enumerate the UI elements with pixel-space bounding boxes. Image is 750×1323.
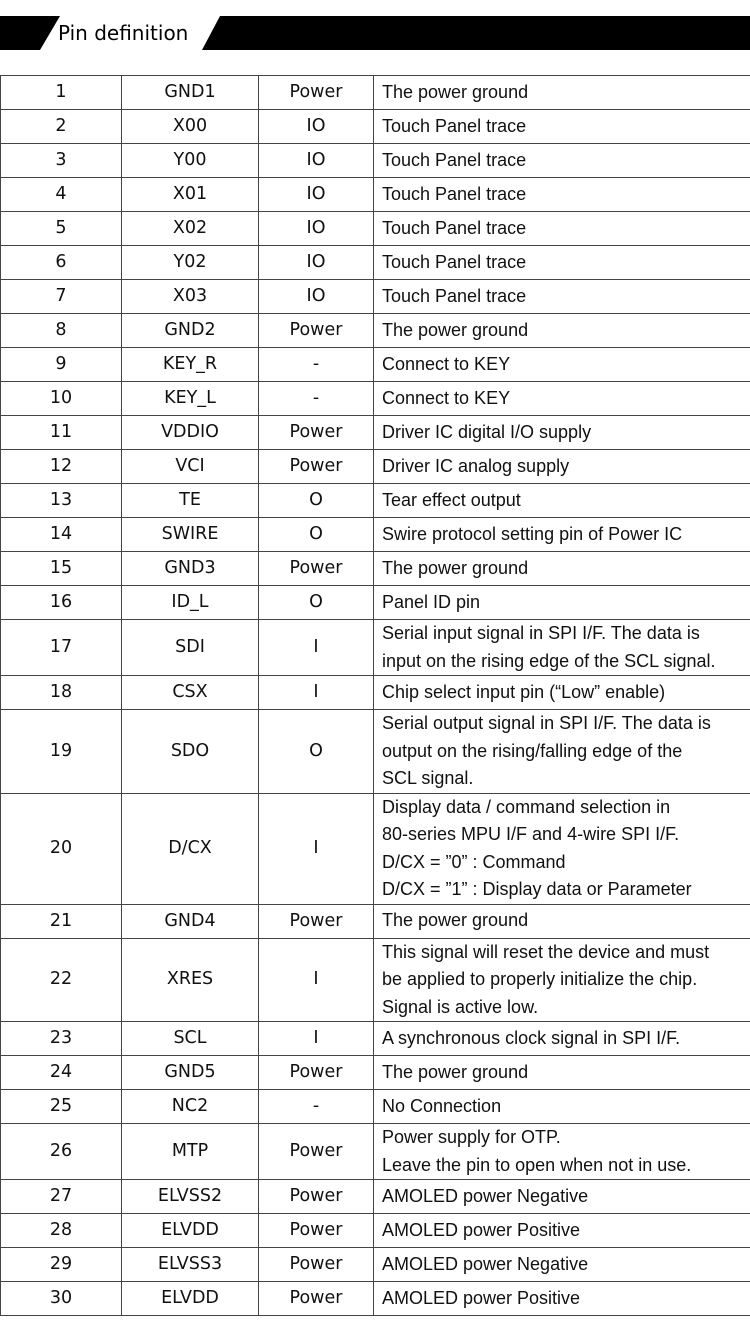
pin-description — [374, 484, 750, 518]
pin-name: SCL — [122, 1022, 259, 1056]
pin-name: SWIRE — [122, 518, 259, 552]
table-row — [1, 1214, 750, 1248]
description-line: This signal will reset the device and must — [382, 941, 710, 962]
pin-name: ELVSS3 — [122, 1248, 259, 1282]
pin-type: O — [259, 518, 374, 552]
pin-name: KEY_R — [122, 348, 259, 382]
page-title: Pin definition — [58, 21, 189, 45]
pin-number: 26 — [1, 1124, 122, 1180]
pin-number: 25 — [1, 1090, 122, 1124]
pin-number: 28 — [1, 1214, 122, 1248]
pin-description — [374, 1056, 750, 1090]
pin-type: IO — [259, 280, 374, 314]
table-row — [1, 76, 750, 110]
pin-name: GND1 — [122, 76, 259, 110]
pin-type: Power — [259, 314, 374, 348]
description-line: 80-series MPU I/F and 4-wire SPI I/F. — [382, 824, 680, 844]
description-line: Touch Panel trace — [382, 217, 527, 238]
pin-description — [374, 793, 750, 904]
table-row — [1, 348, 750, 382]
pin-description — [374, 1022, 750, 1056]
pin-description — [374, 416, 750, 450]
pin-description — [374, 246, 750, 280]
table-row — [1, 416, 750, 450]
pin-number: 17 — [1, 620, 122, 676]
pin-name: X02 — [122, 212, 259, 246]
pin-table-body — [1, 76, 750, 1316]
pin-description — [374, 518, 750, 552]
pin-number: 12 — [1, 450, 122, 484]
pin-number: 5 — [1, 212, 122, 246]
pin-name: GND3 — [122, 552, 259, 586]
pin-type: O — [259, 586, 374, 620]
pin-number: 30 — [1, 1282, 122, 1316]
pin-name: GND4 — [122, 904, 259, 938]
pin-type: Power — [259, 450, 374, 484]
pin-name: ID_L — [122, 586, 259, 620]
description-line: The power ground — [382, 319, 529, 340]
pin-number: 3 — [1, 144, 122, 178]
pin-type: O — [259, 710, 374, 794]
pin-table-wrap — [0, 75, 750, 1316]
table-row — [1, 1282, 750, 1316]
description-line: Panel ID pin — [382, 591, 481, 612]
description-line: Serial output signal in SPI I/F. The data is — [382, 713, 711, 733]
pin-number: 8 — [1, 314, 122, 348]
table-row — [1, 586, 750, 620]
pin-number: 7 — [1, 280, 122, 314]
pin-description — [374, 1124, 750, 1180]
pin-number: 24 — [1, 1056, 122, 1090]
pin-name: NC2 — [122, 1090, 259, 1124]
description-line: input on the rising edge of the SCL signal. — [382, 650, 716, 671]
pin-type: Power — [259, 1180, 374, 1214]
pin-description — [374, 348, 750, 382]
description-line: Driver IC digital I/O supply — [382, 421, 592, 442]
pin-name: ELVSS2 — [122, 1180, 259, 1214]
table-row — [1, 314, 750, 348]
description-line: Driver IC analog supply — [382, 455, 570, 476]
pin-description — [374, 1248, 750, 1282]
pin-name: D/CX — [122, 793, 259, 904]
description-line: Swire protocol setting pin of Power IC — [382, 523, 683, 544]
pin-number: 13 — [1, 484, 122, 518]
pin-description — [374, 710, 750, 794]
description-line: A synchronous clock signal in SPI I/F. — [382, 1027, 681, 1048]
table-row — [1, 620, 750, 676]
pin-type: Power — [259, 1282, 374, 1316]
table-row — [1, 110, 750, 144]
pin-name: ELVDD — [122, 1214, 259, 1248]
table-row — [1, 1124, 750, 1180]
pin-number: 16 — [1, 586, 122, 620]
pin-number: 2 — [1, 110, 122, 144]
pin-number: 11 — [1, 416, 122, 450]
pin-description — [374, 904, 750, 938]
pin-name: TE — [122, 484, 259, 518]
pin-type: I — [259, 1022, 374, 1056]
pin-number: 21 — [1, 904, 122, 938]
description-line: SCL signal. — [382, 768, 474, 788]
pin-name: Y02 — [122, 246, 259, 280]
pin-type: Power — [259, 904, 374, 938]
description-line: Connect to KEY — [382, 387, 511, 408]
pin-name: X03 — [122, 280, 259, 314]
pin-description — [374, 280, 750, 314]
pin-number: 15 — [1, 552, 122, 586]
table-row — [1, 1056, 750, 1090]
pin-number: 1 — [1, 76, 122, 110]
table-row — [1, 484, 750, 518]
pin-name: SDO — [122, 710, 259, 794]
description-line: D/CX = ”0” : Command — [382, 851, 566, 872]
pin-name: MTP — [122, 1124, 259, 1180]
description-line: D/CX = ”1” : Display data or Parameter — [382, 879, 692, 899]
pin-name: GND5 — [122, 1056, 259, 1090]
pin-type: IO — [259, 178, 374, 212]
pin-number: 27 — [1, 1180, 122, 1214]
description-line: Leave the pin to open when not in use. — [382, 1154, 692, 1175]
table-row — [1, 144, 750, 178]
pin-type: I — [259, 676, 374, 710]
pin-type: Power — [259, 552, 374, 586]
pin-number: 29 — [1, 1248, 122, 1282]
pin-description — [374, 676, 750, 710]
pin-number: 20 — [1, 793, 122, 904]
pin-number: 23 — [1, 1022, 122, 1056]
pin-description — [374, 586, 750, 620]
pin-description — [374, 938, 750, 1022]
pin-description — [374, 552, 750, 586]
pin-number: 14 — [1, 518, 122, 552]
pin-description — [374, 1282, 750, 1316]
description-line: The power ground — [382, 81, 529, 102]
pin-name: SDI — [122, 620, 259, 676]
table-row — [1, 710, 750, 794]
table-row — [1, 382, 750, 416]
description-line: be applied to properly initialize the chip. — [382, 969, 698, 989]
table-row — [1, 938, 750, 1022]
description-line: Touch Panel trace — [382, 183, 527, 204]
description-line: AMOLED power Negative — [382, 1253, 589, 1274]
table-row — [1, 1022, 750, 1056]
pin-type: - — [259, 382, 374, 416]
description-line: Touch Panel trace — [382, 285, 527, 306]
pin-type: I — [259, 938, 374, 1022]
pin-number: 9 — [1, 348, 122, 382]
pin-description — [374, 144, 750, 178]
table-row — [1, 280, 750, 314]
pin-name: GND2 — [122, 314, 259, 348]
description-line: Chip select input pin (“Low” enable) — [382, 681, 666, 702]
pin-name: ELVDD — [122, 1282, 259, 1316]
description-line: Touch Panel trace — [382, 149, 527, 170]
table-row — [1, 552, 750, 586]
pin-name: X00 — [122, 110, 259, 144]
description-line: AMOLED power Negative — [382, 1185, 589, 1206]
pin-description — [374, 1180, 750, 1214]
description-line: The power ground — [382, 1061, 529, 1082]
table-row — [1, 676, 750, 710]
pin-type: IO — [259, 144, 374, 178]
description-line: Signal is active low. — [382, 996, 539, 1017]
pin-description — [374, 1090, 750, 1124]
pin-type: Power — [259, 1056, 374, 1090]
pin-description — [374, 212, 750, 246]
pin-name: X01 — [122, 178, 259, 212]
pin-type: IO — [259, 110, 374, 144]
table-row — [1, 1090, 750, 1124]
pin-type: - — [259, 1090, 374, 1124]
table-row — [1, 246, 750, 280]
pin-name: CSX — [122, 676, 259, 710]
table-row — [1, 904, 750, 938]
pin-type: Power — [259, 1248, 374, 1282]
pin-name: KEY_L — [122, 382, 259, 416]
pin-description — [374, 110, 750, 144]
pin-number: 18 — [1, 676, 122, 710]
pin-number: 6 — [1, 246, 122, 280]
description-line: Serial input signal in SPI I/F. The data is — [382, 623, 700, 643]
pin-description — [374, 314, 750, 348]
pin-name: Y00 — [122, 144, 259, 178]
description-line: AMOLED power Positive — [382, 1219, 581, 1240]
pin-description — [374, 382, 750, 416]
pin-type: O — [259, 484, 374, 518]
description-line: output on the rising/falling edge of the — [382, 740, 683, 761]
pin-description — [374, 1214, 750, 1248]
pin-name: VCI — [122, 450, 259, 484]
description-line: Connect to KEY — [382, 353, 511, 374]
description-line: Tear effect output — [382, 489, 521, 510]
table-row — [1, 793, 750, 904]
pin-type: Power — [259, 1124, 374, 1180]
description-line: Touch Panel trace — [382, 115, 527, 136]
pin-description — [374, 620, 750, 676]
pin-type: I — [259, 793, 374, 904]
pin-number: 19 — [1, 710, 122, 794]
pin-type: IO — [259, 212, 374, 246]
pin-description — [374, 178, 750, 212]
description-line: The power ground — [382, 910, 529, 931]
table-row — [1, 1248, 750, 1282]
table-row — [1, 212, 750, 246]
pin-description — [374, 450, 750, 484]
pin-type: IO — [259, 246, 374, 280]
pin-description — [374, 76, 750, 110]
table-row — [1, 1180, 750, 1214]
pin-type: Power — [259, 76, 374, 110]
pin-type: Power — [259, 416, 374, 450]
description-line: The power ground — [382, 557, 529, 578]
pin-number: 10 — [1, 382, 122, 416]
pin-definition-table — [0, 75, 750, 1316]
pin-name: XRES — [122, 938, 259, 1022]
pin-name: VDDIO — [122, 416, 259, 450]
description-line: Display data / command selection in — [382, 796, 671, 817]
description-line: No Connection — [382, 1095, 502, 1116]
table-row — [1, 450, 750, 484]
description-line: AMOLED power Positive — [382, 1287, 581, 1308]
pin-type: - — [259, 348, 374, 382]
table-row — [1, 518, 750, 552]
description-line: Power supply for OTP. — [382, 1127, 561, 1147]
pin-type: Power — [259, 1214, 374, 1248]
pin-number: 4 — [1, 178, 122, 212]
table-row — [1, 178, 750, 212]
pin-number: 22 — [1, 938, 122, 1022]
description-line: Touch Panel trace — [382, 251, 527, 272]
pin-type: I — [259, 620, 374, 676]
